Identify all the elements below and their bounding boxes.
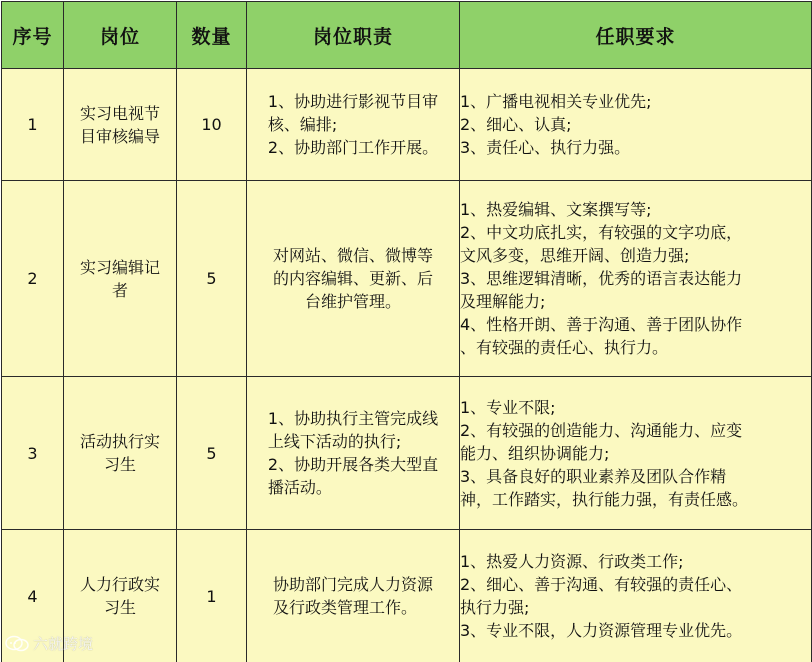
cell-duties: 协助部门完成人力资源 及行政类管理工作。 <box>247 530 460 662</box>
header-duties: 岗位职责 <box>247 2 460 69</box>
cell-requirements: 1、热爱编辑、文案撰写等; 2、中文功底扎实，有较强的文字功底， 文风多变，思维开阔、创造力强; 3、思维逻辑清晰，优秀的语言表达能力 及理解能力; 4、性格开朗、善于沟通、善于团队协作 、有较强的责任心、执行力。 <box>460 181 812 377</box>
header-row <box>2 2 812 69</box>
cell-duties: 对网站、微信、微博等 的内容编辑、更新、后 台维护管理。 <box>247 181 460 377</box>
cell-index: 2 <box>2 181 64 377</box>
table-row <box>2 377 812 530</box>
job-table <box>1 1 812 662</box>
table-row <box>2 69 812 181</box>
cell-index: 4 <box>2 530 64 662</box>
cell-requirements: 1、专业不限; 2、有较强的创造能力、沟通能力、应变 能力、组织协调能力; 3、具备良好的职业素养及团队合作精 神，工作踏实，执行能力强，有责任感。 <box>460 377 812 530</box>
header-requirements: 任职要求 <box>460 2 812 69</box>
cell-duties: 1、协助执行主管完成线 上线下活动的执行; 2、协助开展各类大型直 播活动。 <box>247 377 460 530</box>
cell-requirements: 1、广播电视相关专业优先; 2、细心、认真; 3、责任心、执行力强。 <box>460 69 812 181</box>
cell-position: 人力行政实 习生 <box>64 530 177 662</box>
cell-count: 5 <box>177 377 247 530</box>
table-row <box>2 181 812 377</box>
header-index: 序号 <box>2 2 64 69</box>
cell-index: 3 <box>2 377 64 530</box>
watermark-text: 六就跨境 <box>33 635 94 653</box>
cell-count: 1 <box>177 530 247 662</box>
header-count: 数量 <box>177 2 247 69</box>
cell-position: 实习电视节 目审核编导 <box>64 69 177 181</box>
cell-position: 实习编辑记 者 <box>64 181 177 377</box>
cell-position: 活动执行实 习生 <box>64 377 177 530</box>
cell-duties: 1、协助进行影视节目审 核、编排; 2、协助部门工作开展。 <box>247 69 460 181</box>
cell-count: 10 <box>177 69 247 181</box>
table-row <box>2 530 812 662</box>
cell-index: 1 <box>2 69 64 181</box>
cell-count: 5 <box>177 181 247 377</box>
cell-requirements: 1、热爱人力资源、行政类工作; 2、细心、善于沟通、有较强的责任心、 执行力强; 3、专业不限，人力资源管理专业优先。 <box>460 530 812 662</box>
header-position: 岗位 <box>64 2 177 69</box>
